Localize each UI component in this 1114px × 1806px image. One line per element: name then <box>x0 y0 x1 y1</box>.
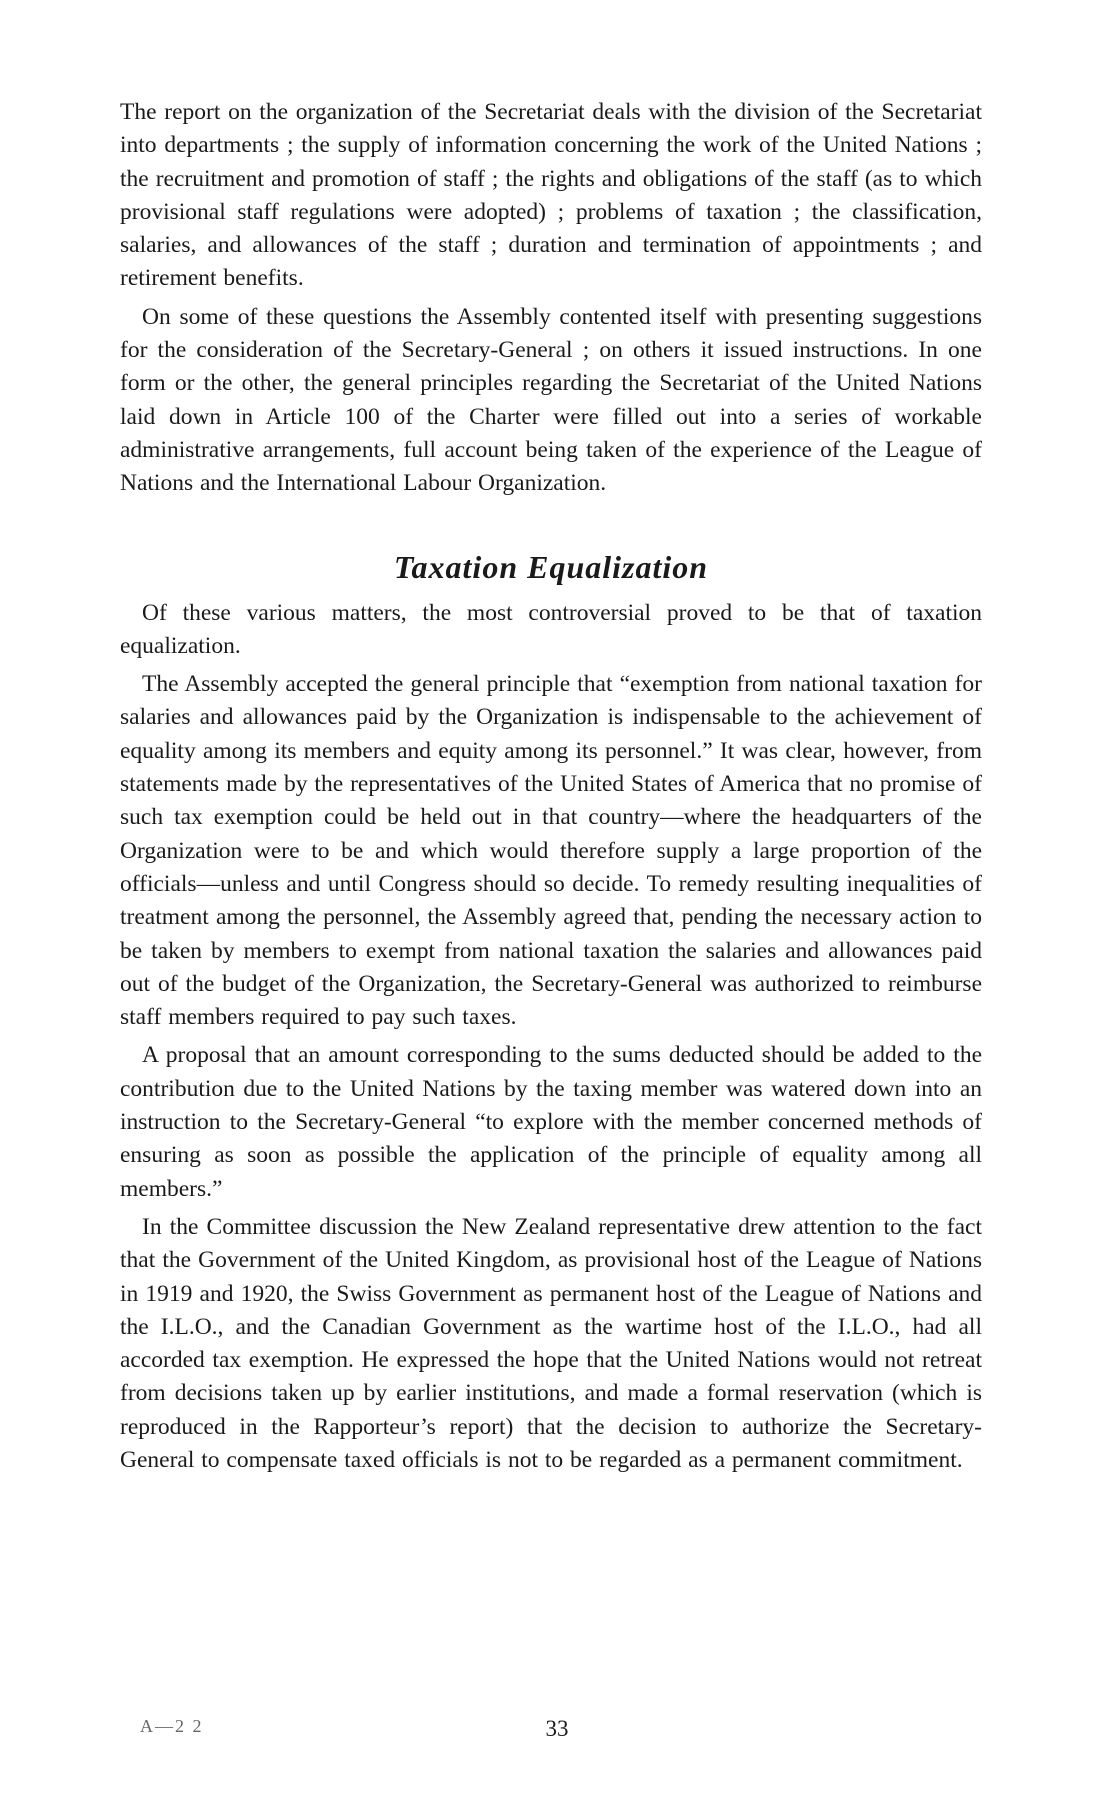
paragraph-new-zealand-reservation: In the Committee discussion the New Zealand representative drew attention to the fact that the Government of the United Kingdom, as provisional host of the League of Nations in 1919 and 1920, the Swiss Government as permanent host of the League of Nations and the I.L.O., and the Canadian Government as the wartime host of the I.L.O., had all accorded tax exemption. He expressed the hope that the United Nations would not retreat from decisions taken up by earlier institutions, and made a formal reservation (which is reproduced in the Rapporteur’s report) that the decision to authorize the Secretary-General to compensate taxed officials is not to be regarded as a permanent commitment. <box>120 1213 982 1473</box>
printer-signature: A—2 2 <box>140 1716 204 1736</box>
paragraph-assembly-suggestions: On some of these questions the Assembly contented itself with presenting suggestions for the consideration of the Secretary-General ; on others it issued instructions. In one form or the other, the general principles regarding the Secretariat of the United Nations laid down in Article 100 of the Charter were filled out into a series of workable administrative arrangements, full account being taken of the experience of the League of Nations and the International Labour Organization. <box>120 303 982 497</box>
page-number: 33 <box>545 1716 569 1741</box>
section-heading: Taxation Equalization <box>393 548 709 585</box>
paragraph-proposal-contribution: A proposal that an amount corresponding to the sums deducted should be added to the contribution due to the United Nations by the taxing member was watered down into an instruction to the Secretary-General “to explore with the member concerned methods of ensuring as soon as possible the application of the principle of equality among all members.” <box>120 1042 982 1202</box>
page-footer <box>0 1716 1114 1746</box>
paragraph-organization-report: The report on the organization of the Secretariat deals with the division of the Secretariat into departments ; the supply of information concerning the work of the United Nations ; the recruitment and promotion of staff ; the rights and obligations of the staff (as to which provisional staff regulations were adopted) ; problems of taxation ; the classification, salaries, and allowances of the staff ; duration and termination of appointments ; and retirement benefits. <box>120 99 982 292</box>
paragraph-controversial-matter: Of these various matters, the most controversial proved to be that of taxation equalization. <box>120 599 982 659</box>
paragraph-tax-exemption-principle: The Assembly accepted the general principle that “exemption from national taxation for salaries and allowances paid by the Organization is indispensable to the achievement of equality among its members and equity among its personnel.” It was clear, however, from statements made by the representatives of the United States of America that no promise of such tax exemption could be held out in that country—where the headquarters of the Organization were to be and which would therefore supply a large proportion of the officials—unless and until Congress should so decide. To remedy resulting inequalities of treatment among the personnel, the Assembly agreed that, pending the necessary action to be taken by members to exempt from national taxation the salaries and allowances paid out of the budget of the Organization, the Secretary-General was authorized to reimburse staff members required to pay such taxes. <box>120 671 982 1031</box>
document-page <box>120 96 982 1482</box>
